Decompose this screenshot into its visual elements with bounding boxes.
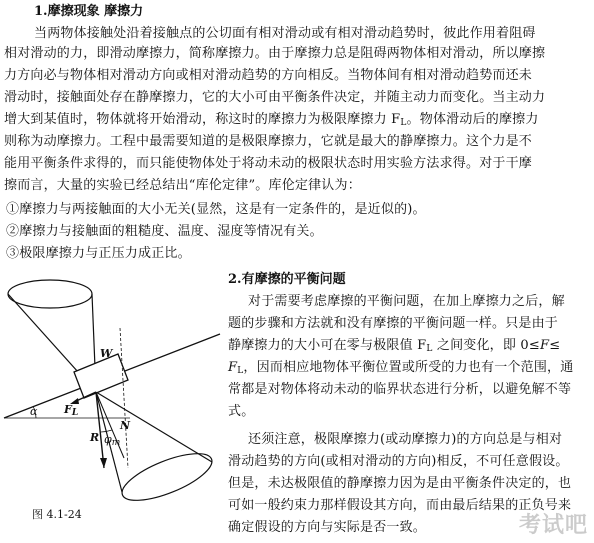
line-text: 之间变化，即 0≤ xyxy=(432,338,540,353)
rule-item: ③极限摩擦力与正压力成正比。 xyxy=(6,246,191,261)
paragraph-line xyxy=(228,338,560,357)
label-phi xyxy=(104,434,120,449)
paragraph-line: 滑动趋势的方向(或相对滑动的方向)相反，不可任意假设。 xyxy=(228,454,569,469)
line-text: 增大到某值时，物体就将开始滑动，称这时的摩擦力为极限摩擦力 F xyxy=(4,112,401,127)
label-alpha: α xyxy=(30,405,38,418)
rule-item: ①摩擦力与两接触面的大小无关(显然，这是有一定条件的，是近似的)。 xyxy=(6,202,426,217)
label-W: W xyxy=(100,347,113,360)
label-phi-sub: m xyxy=(111,438,121,448)
line-text: 。物体滑动后的摩擦力 xyxy=(406,112,539,127)
paragraph-line: 当两物体接触处沿着接触点的公切面有相对滑动或有相对滑动趋势时，彼此作用着阻碍 xyxy=(34,26,536,41)
subscript: L xyxy=(426,344,433,354)
paragraph-line: 确定假设的方向与实际是否一致。 xyxy=(228,520,427,535)
symbol-F: F xyxy=(228,360,238,375)
paragraph-line: 则称为动摩擦力。工程中最需要知道的是极限摩擦力，它就是最大的静摩擦力。这个力是不 xyxy=(4,134,533,149)
subscript: L xyxy=(237,366,244,376)
paragraph-line: 相对滑动的力，即滑动摩擦力，简称摩擦力。由于摩擦力总是阻碍两物体相对滑动，所以摩擦 xyxy=(4,46,546,61)
friction-cone-diagram xyxy=(0,272,228,512)
paragraph-line: 滑动时，接触面处存在静摩擦力，它的大小可由平衡条件决定，并随主动力而变化。当主动力 xyxy=(4,90,546,105)
paragraph-line: 对于需要考虑摩擦的平衡问题，在加上摩擦力之后，解 xyxy=(248,294,565,309)
subscript: L xyxy=(400,118,407,128)
label-R: R xyxy=(90,431,100,444)
friction-cone-figure xyxy=(0,272,228,512)
line-text: ，因而相应地物体平衡位置或所受的力也有一个范围，通 xyxy=(243,360,574,375)
label-phi-main: φ xyxy=(104,433,112,446)
paragraph-line xyxy=(228,360,573,379)
paragraph-line: 力方向必与物体相对滑动方向或相对滑动趋势的方向相反。当物体间有相对滑动趋势而还未 xyxy=(4,68,533,83)
symbol-F: F xyxy=(539,338,550,353)
paragraph-line: 常都是对物体将动未动的临界状态进行分析，以避免解不等 xyxy=(228,382,572,397)
line-text: 静摩擦力的大小可在零与极限值 F xyxy=(228,338,427,353)
watermark-logo: 考试吧 xyxy=(518,513,588,538)
label-FL-sub: L xyxy=(71,408,79,418)
label-FL-main: F xyxy=(64,403,72,416)
paragraph-line: 能用平衡条件求得的，而只能使物体处于将动未动的极限状态时用实验方法求得。对于干摩 xyxy=(4,156,533,171)
section-2-heading: 2.有摩擦的平衡问题 xyxy=(228,272,346,287)
section-1-heading: 1.摩擦现象 摩擦力 xyxy=(34,4,144,19)
label-FL xyxy=(64,404,78,419)
rule-item: ②摩擦力与接触面的粗糙度、温度、湿度等情况有关。 xyxy=(6,224,323,239)
paragraph-line: 但是，未达极限值的静摩擦力因为是由平衡条件决定的，也 xyxy=(228,476,572,491)
label-N: N xyxy=(120,419,131,432)
paragraph-line: 式。 xyxy=(228,404,255,419)
paragraph-line: 可如一般约束力那样假设其方向，而由最后结果的正负号来 xyxy=(228,498,572,513)
paragraph-line xyxy=(4,112,539,131)
paragraph-line: 题的步骤和方法就和没有摩擦的平衡问题一样。只是由于 xyxy=(228,316,559,331)
paragraph-line: 还须注意，极限摩擦力(或动摩擦力)的方向总是与相对 xyxy=(248,432,563,447)
paragraph-line: 擦而言，大量的实验已经总结出“库伦定律”。库伦定律认为： xyxy=(4,178,361,193)
figure-caption: 图 4.1-24 xyxy=(32,508,82,521)
line-text: ≤ xyxy=(549,338,561,353)
